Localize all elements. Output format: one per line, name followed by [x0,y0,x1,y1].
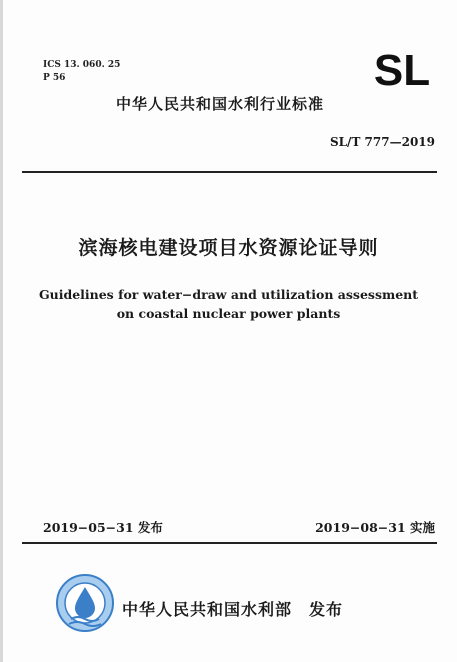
title-english-line2: on coastal nuclear power plants [116,306,341,321]
sl-logo-text: SL [373,47,431,93]
issue-date: 2019−05−31 发布 [43,520,163,535]
top-divider [22,171,437,173]
page-edge [0,0,3,662]
classification-code: P 56 [43,73,66,83]
title-chinese: 滨海核电建设项目水资源论证导则 [78,237,379,259]
bottom-divider [22,542,437,544]
sl-logo [366,47,438,93]
industry-standard-title: 中华人民共和国水利行业标准 [116,95,325,113]
standard-number: SL/T 777—2019 [329,135,435,149]
title-english-line1: Guidelines for water−draw and utilization assessment [38,287,419,302]
ics-code: ICS 13. 060. 25 [43,60,121,70]
effective-date: 2019−08−31 实施 [315,520,435,535]
publisher: 中华人民共和国水利部 发布 [122,600,344,619]
ministry-seal-icon [55,573,115,633]
